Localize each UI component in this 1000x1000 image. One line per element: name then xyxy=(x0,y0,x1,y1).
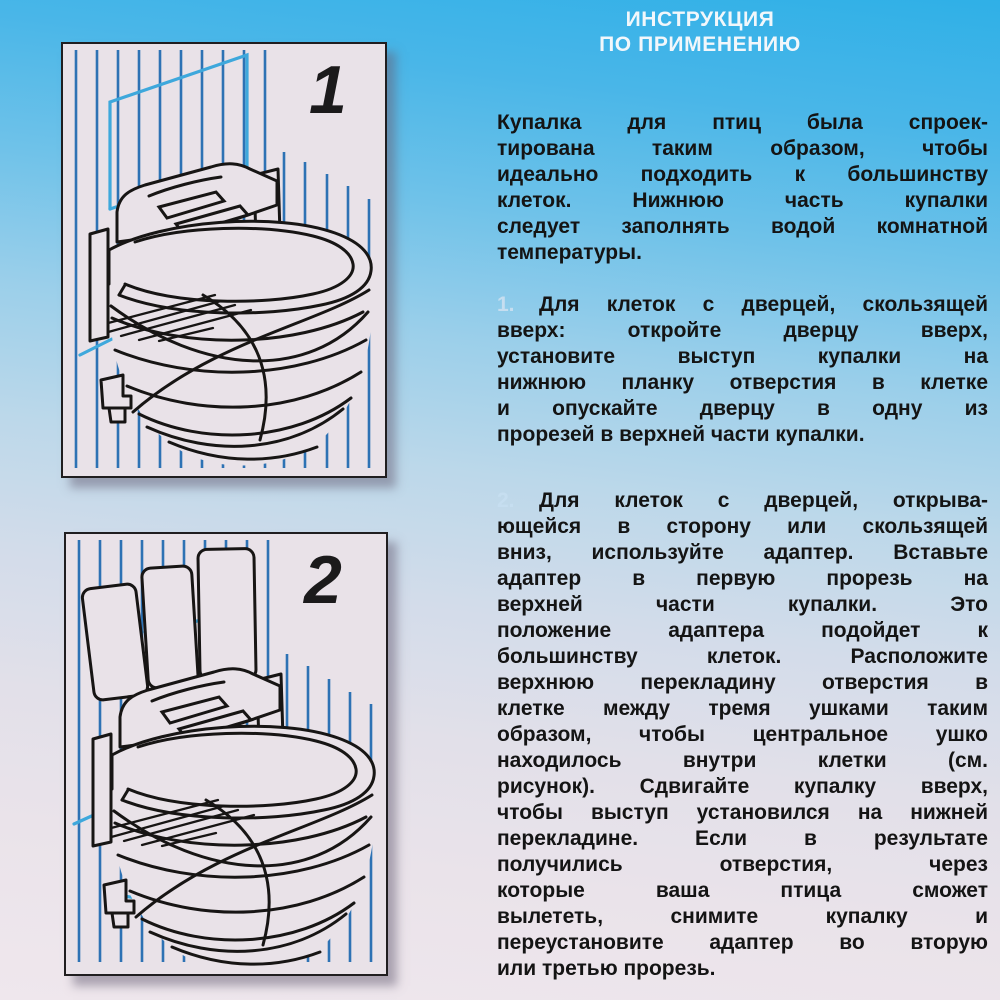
step-1-number: 1. xyxy=(497,293,515,316)
bird-bath-drawing xyxy=(90,164,373,466)
intro-paragraph: Купалка для птиц была спроек- тирована таким образом, чтобы идеально подходить к большинству клеток. Нижнюю часть купалки следует заполнять водой комнатной температуры. xyxy=(497,111,988,264)
figure-number-2: 2 xyxy=(304,542,340,618)
step-1-paragraph xyxy=(497,292,988,448)
page-title xyxy=(440,7,960,57)
figure-number-1: 1 xyxy=(309,52,345,128)
step-2-text: Для клеток с дверцей, открыва- ющейся в сторону или скользящей вниз, используйте адаптер. Вставьте адаптер в первую прорезь на верхней части купалки. Это положение адаптера подойдет к большинству клеток. Расположите верхнюю перекладину отверстия в клетке между тремя ушками таким образом, чтобы центральное ушко находилось внутри клетки (см. рисунок). Сдвигайте купалку вверх, чтобы выступ установился на нижней перекладине. Если в результате получились отверстия, через которые ваша птица сможет вылететь, снимите купалку и переустановите адаптер во вторую или третью прорезь. xyxy=(497,489,988,980)
bird-bath-drawing xyxy=(93,669,376,971)
step-1-text: Для клеток с дверцей, скользящей вверх: откройте дверцу вверх, установите выступ купалки на нижнюю планку отверстия в клетке и опускайте дверцу в одну из прорезей в верхней части купалки. xyxy=(497,293,988,446)
figure-panel-1 xyxy=(61,42,387,478)
page-title-line-2: ПО ПРИМЕНЕНИЮ xyxy=(599,33,801,56)
step-2-number: 2. xyxy=(497,489,515,512)
figure-panel-2 xyxy=(64,532,388,976)
step-2-paragraph xyxy=(497,488,988,982)
instruction-text xyxy=(497,110,988,982)
page-title-line-1: ИНСТРУКЦИЯ xyxy=(625,8,775,31)
